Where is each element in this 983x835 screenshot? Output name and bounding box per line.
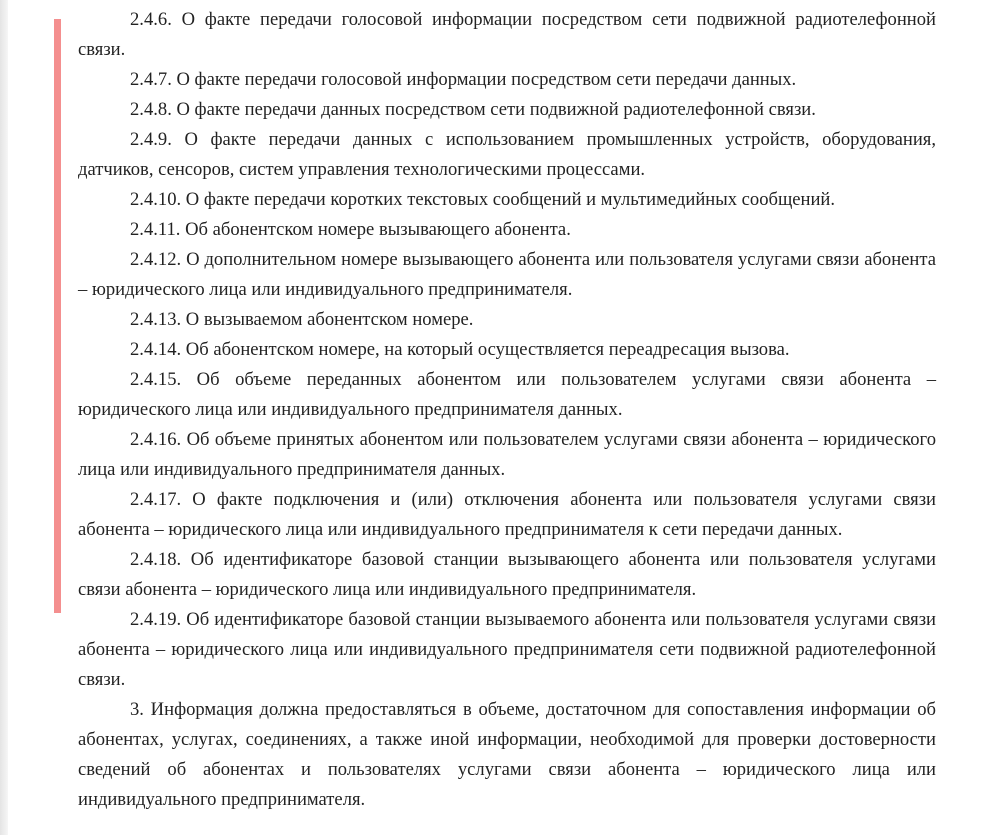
paragraph-2-4-7: 2.4.7. О факте передачи голосовой информации посредством сети передачи данных. [130, 69, 797, 90]
paragraph-3: 3. Информация должна предоставляться в объеме, достаточном для сопоставления информации об абонентах, услугах, соединениях, а также иной информации, необходимой для проверки достоверности сведений об абонентах и пользователях услугами связи абонента – юридического лица или индивидуального предпринимателя. [78, 699, 936, 810]
paragraph-2-4-11: 2.4.11. Об абонентском номере вызывающего абонента. [130, 219, 571, 240]
paragraph-2-4-16: 2.4.16. Об объеме принятых абонентом или пользователем услугами связи абонента – юридического лица или индивидуального предпринимателя данных. [78, 429, 936, 480]
paragraph-2-4-18: 2.4.18. Об идентификаторе базовой станции вызывающего абонента или пользователя услугами связи абонента – юридического лица или индивидуального предпринимателя. [78, 549, 936, 600]
paragraph-2-4-12: 2.4.12. О дополнительном номере вызывающего абонента или пользователя услугами связи абонента – юридического лица или индивидуального предпринимателя. [78, 249, 936, 300]
paragraph-2-4-17: 2.4.17. О факте подключения и (или) отключения абонента или пользователя услугами связи абонента – юридического лица или индивидуального предпринимателя к сети передачи данных. [78, 489, 936, 540]
paragraph-2-4-6: 2.4.6. О факте передачи голосовой информации посредством сети подвижной радиотелефонной связи. [78, 9, 936, 60]
highlight-bar [54, 19, 61, 613]
document-body [78, 5, 936, 815]
page-left-gutter [0, 0, 8, 835]
paragraph-2-4-13: 2.4.13. О вызываемом абонентском номере. [130, 309, 474, 330]
paragraph-2-4-19: 2.4.19. Об идентификаторе базовой станции вызываемого абонента или пользователя услугами связи абонента – юридического лица или индивидуального предпринимателя сети подвижной радиотелефонной связи. [78, 609, 936, 690]
paragraph-2-4-9: 2.4.9. О факте передачи данных с использованием промышленных устройств, оборудования, датчиков, сенсоров, систем управления технологическими процессами. [78, 129, 936, 180]
paragraph-2-4-15: 2.4.15. Об объеме переданных абонентом или пользователем услугами связи абонента – юридического лица или индивидуального предпринимателя данных. [78, 369, 936, 420]
paragraph-2-4-14: 2.4.14. Об абонентском номере, на который осуществляется переадресация вызова. [130, 339, 790, 360]
paragraph-2-4-10: 2.4.10. О факте передачи коротких текстовых сообщений и мультимедийных сообщений. [130, 189, 836, 210]
paragraph-2-4-8: 2.4.8. О факте передачи данных посредством сети подвижной радиотелефонной связи. [130, 99, 816, 120]
